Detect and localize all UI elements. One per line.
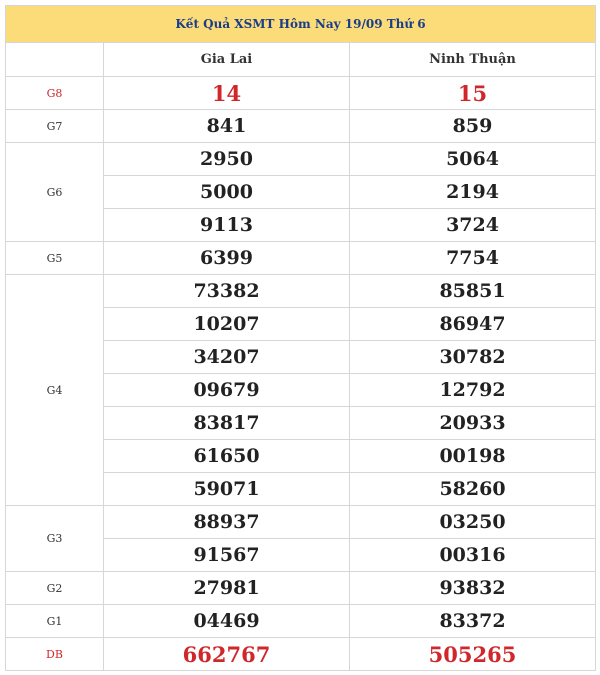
result-number: 04469: [104, 605, 350, 638]
result-number: 09679: [104, 374, 350, 407]
header-row: [6, 43, 596, 77]
prize-label-g6: G6: [6, 143, 104, 242]
result-number: 20933: [350, 407, 596, 440]
result-number: 2950: [104, 143, 350, 176]
prize-label-g8: G8: [6, 77, 104, 110]
result-number: 86947: [350, 308, 596, 341]
result-number: 505265: [350, 638, 596, 671]
prize-row: [6, 638, 596, 671]
result-number: 83817: [104, 407, 350, 440]
prize-row: [6, 143, 596, 176]
table-title: Kết Quả XSMT Hôm Nay 19/09 Thứ 6: [6, 6, 596, 43]
result-number: 3724: [350, 209, 596, 242]
prize-row: [6, 77, 596, 110]
prize-label-g7: G7: [6, 110, 104, 143]
prize-row: [6, 110, 596, 143]
result-number: 83372: [350, 605, 596, 638]
result-number: 841: [104, 110, 350, 143]
result-number: 2194: [350, 176, 596, 209]
result-number: 662767: [104, 638, 350, 671]
result-number: 58260: [350, 473, 596, 506]
prize-row: [6, 506, 596, 539]
prize-label-g1: G1: [6, 605, 104, 638]
prize-label-db: DB: [6, 638, 104, 671]
prize-label-g4: G4: [6, 275, 104, 506]
result-number: 5064: [350, 143, 596, 176]
header-empty-cell: [6, 43, 104, 77]
result-number: 5000: [104, 176, 350, 209]
result-number: 85851: [350, 275, 596, 308]
result-number: 88937: [104, 506, 350, 539]
title-row: [6, 6, 596, 43]
result-number: 59071: [104, 473, 350, 506]
prize-label-g3: G3: [6, 506, 104, 572]
result-number: 91567: [104, 539, 350, 572]
prize-row: [6, 605, 596, 638]
result-number: 6399: [104, 242, 350, 275]
prize-row: [6, 572, 596, 605]
result-number: 61650: [104, 440, 350, 473]
result-number: 03250: [350, 506, 596, 539]
result-number: 30782: [350, 341, 596, 374]
province-header-2: Ninh Thuận: [350, 43, 596, 77]
result-number: 00316: [350, 539, 596, 572]
result-number: 00198: [350, 440, 596, 473]
prize-label-g5: G5: [6, 242, 104, 275]
result-number: 14: [104, 77, 350, 110]
result-number: 12792: [350, 374, 596, 407]
result-number: 859: [350, 110, 596, 143]
prize-row: [6, 275, 596, 308]
result-number: 34207: [104, 341, 350, 374]
result-number: 93832: [350, 572, 596, 605]
results-container: [5, 5, 595, 671]
result-number: 7754: [350, 242, 596, 275]
prize-row: [6, 242, 596, 275]
result-number: 9113: [104, 209, 350, 242]
prize-label-g2: G2: [6, 572, 104, 605]
result-number: 15: [350, 77, 596, 110]
lottery-results-table: [5, 5, 596, 671]
result-number: 27981: [104, 572, 350, 605]
province-header-1: Gia Lai: [104, 43, 350, 77]
result-number: 10207: [104, 308, 350, 341]
result-number: 73382: [104, 275, 350, 308]
